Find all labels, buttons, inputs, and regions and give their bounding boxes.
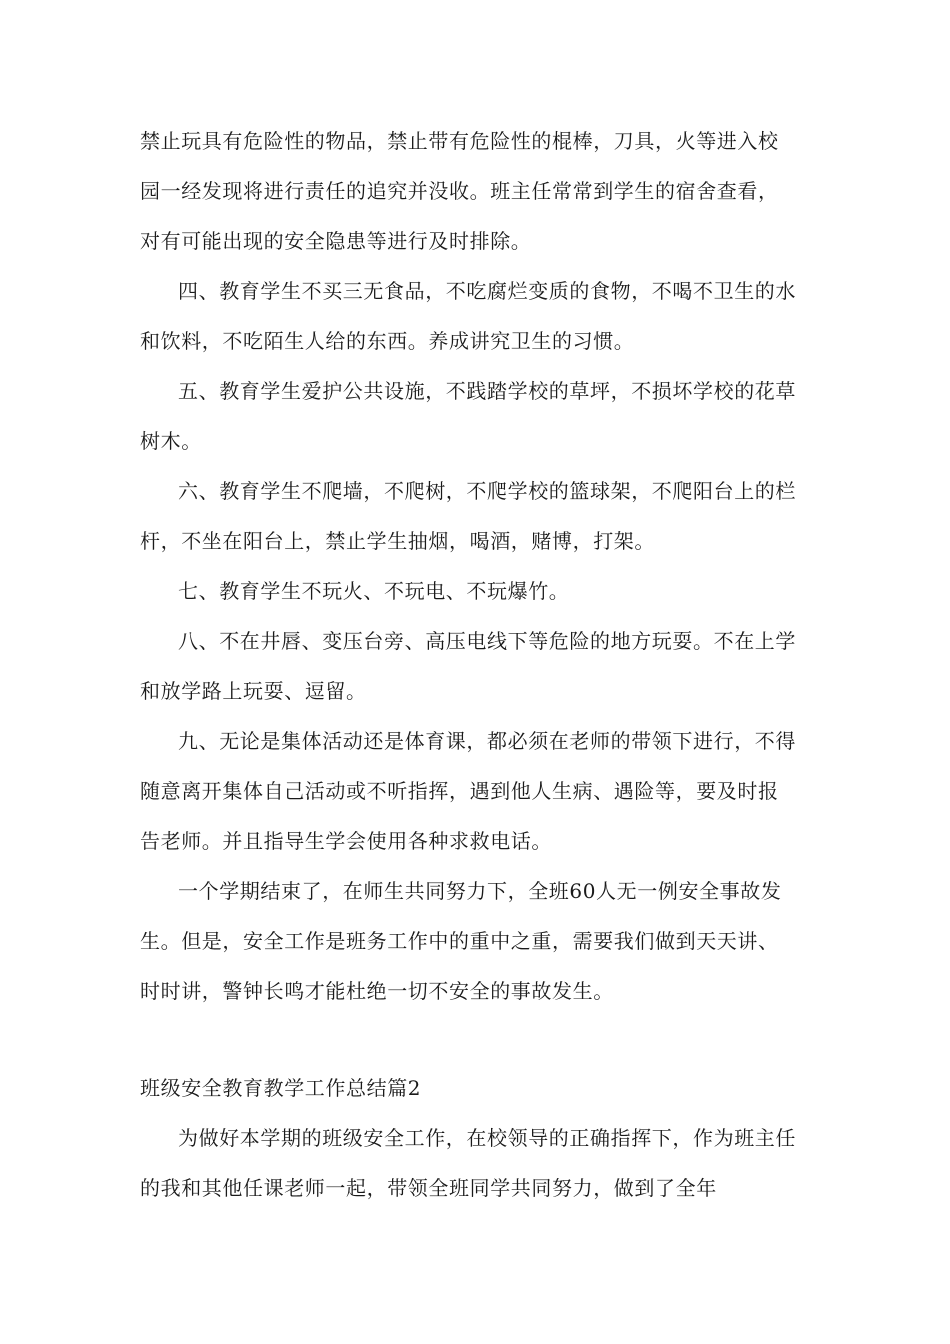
body-line: 生。但是，安全工作是班务工作中的重中之重，需要我们做到天天讲、: [140, 929, 779, 953]
paragraph-first-line: 四、教育学生不买三无食品，不吃腐烂变质的食物，不喝不卫生的水: [178, 279, 796, 303]
body-line: 园一经发现将进行责任的追究并没收。班主任常常到学生的宿舍查看，: [140, 179, 779, 203]
paragraph-first-line: 五、教育学生爱护公共设施，不践踏学校的草坪，不损坏学校的花草: [178, 379, 796, 403]
body-line: 杆，不坐在阳台上，禁止学生抽烟，喝酒，赌博，打架。: [140, 529, 655, 553]
body-line: 的我和其他任课老师一起，带领全班同学共同努力，做到了全年: [140, 1176, 717, 1200]
paragraph-first-line: 九、无论是集体活动还是体育课，都必须在老师的带领下进行，不得: [178, 729, 796, 753]
paragraph-first-line: 七、教育学生不玩火、不玩电、不玩爆竹。: [178, 579, 570, 603]
paragraph-first-line: 一个学期结束了，在师生共同努力下，全班60人无一例安全事故发: [178, 879, 782, 903]
body-line: 随意离开集体自己活动或不听指挥，遇到他人生病、遇险等，要及时报: [140, 779, 779, 803]
section-heading: 班级安全教育教学工作总结篇2: [140, 1076, 422, 1100]
body-line: 禁止玩具有危险性的物品，禁止带有危险性的棍棒，刀具，火等进入校: [140, 129, 779, 153]
body-line: 对有可能出现的安全隐患等进行及时排除。: [140, 229, 532, 253]
paragraph-first-line: 六、教育学生不爬墙，不爬树，不爬学校的篮球架，不爬阳台上的栏: [178, 479, 796, 503]
body-line: 和放学路上玩耍、逗留。: [140, 679, 367, 703]
paragraph-first-line: 为做好本学期的班级安全工作，在校领导的正确指挥下，作为班主任: [178, 1126, 796, 1150]
body-line: 和饮料，不吃陌生人给的东西。养成讲究卫生的习惯。: [140, 329, 635, 353]
body-line: 告老师。并且指导生学会使用各种求救电话。: [140, 829, 552, 853]
body-line: 树木。: [140, 429, 202, 453]
paragraph-first-line: 八、不在井唇、变压台旁、高压电线下等危险的地方玩耍。不在上学: [178, 629, 796, 653]
body-line: 时时讲，警钟长鸣才能杜绝一切不安全的事故发生。: [140, 979, 614, 1003]
